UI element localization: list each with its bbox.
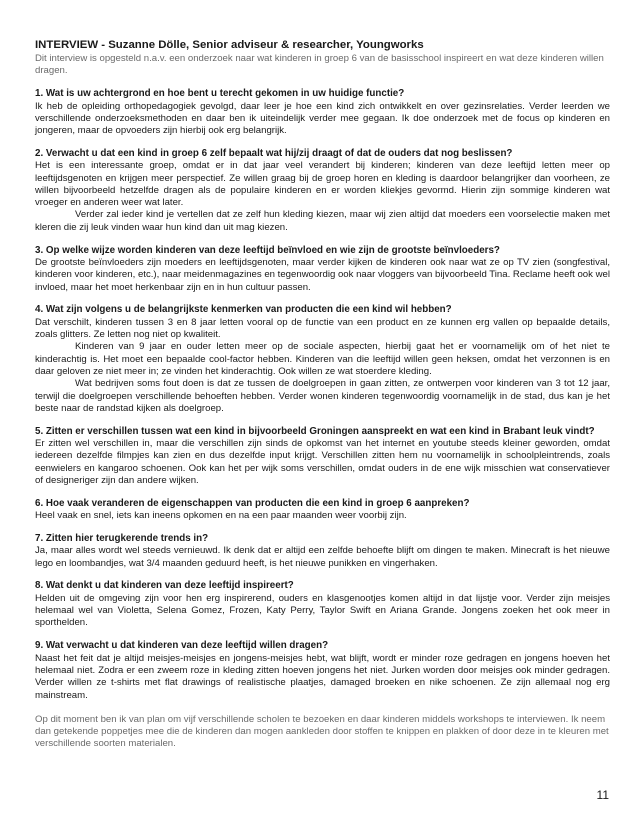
page-title: INTERVIEW - Suzanne Dölle, Senior adviseur & researcher, Youngworks xyxy=(35,39,424,51)
answer-4-paragraph-3: Wat bedrijven soms fout doen is dat ze tussen de doelgroepen in gaan zitten, ze ontwerpen voor kinderen van 3 tot 12 jaar, terwijl die doelgroepen verschillende behoeften hebben. Verder wonen kinderen tegenwoordig voornamelijk in de stad, dus kan je het beste naar de randstad kijken als doelgroep. xyxy=(35,378,610,414)
question-6: 6. Hoe vaak veranderen de eigenschappen van producten die een kind in groep 6 aanpreken? xyxy=(35,497,470,509)
question-5: 5. Zitten er verschillen tussen wat een kind in bijvoorbeeld Groningen aanspreekt en wat een kind in Brabant leuk vindt? xyxy=(35,425,595,437)
answer-1: Ik heb de opleiding orthopedagogiek gevolgd, daar leer je hoe een kind zich ontwikkelt en over gezinsrelaties. Verder leerden we verschillende onderzoeksmethoden en daar ben ik uiteindelijk verder mee gegaan. Ik doe onderzoek met de focus op kinderen en jongeren, maar de opvoeders zijn hierbij ook erg belangrijk. xyxy=(35,100,610,137)
qa-item-3 xyxy=(35,245,610,294)
question-1: 1. Wat is uw achtergrond en hoe bent u terecht gekomen in uw huidige functie? xyxy=(35,88,405,100)
question-8: 8. Wat denkt u dat kinderen van deze leeftijd inspireert? xyxy=(35,580,294,592)
question-7: 7. Zitten hier terugkerende trends in? xyxy=(35,532,209,544)
answer-6: Heel vaak en snel, iets kan ineens opkomen en na een paar maanden weer voorbij zijn. xyxy=(35,510,407,522)
answer-9: Naast het feit dat je altijd meisjes-meisjes en jongens-meisjes hebt, wat blijft, wordt er minder roze gedragen en jongens hoeven het helemaal niet. Zodra er een zweem roze in kleding zitten hoeven jongens het niet. Jurken worden door meisjes ook minder gedragen. Verder willen ze t-shirts met flat drawings of realistische plaatjes, damaged broeken en nike schoenen. Ze zijn allemaal nog erg mainstream. xyxy=(35,652,610,701)
interview-page xyxy=(35,38,610,751)
answer-2-paragraph-1: Het is een interessante groep, omdat er in dat jaar veel verandert bij kinderen; kinderen van deze leeftijd letten meer op leeftijdsgenoten en krijgen meer perspectief. Ze willen graag bij de groep horen en kleding is daardoor belangrijker dan voorheen, ze willen bijvoorbeeld hetzelfde dragen als de populaire kinderen en er worden kliekjes gevormd. Hierin zijn sommige kinderen wat vroeger en anderen weer wat later. xyxy=(35,160,610,209)
question-3: 3. Op welke wijze worden kinderen van deze leeftijd beïnvloed en wie zijn de grootste beïnvloeders? xyxy=(35,244,500,256)
qa-item-1 xyxy=(35,88,610,137)
qa-item-7 xyxy=(35,533,610,570)
question-9: 9. Wat verwacht u dat kinderen van deze leeftijd willen dragen? xyxy=(35,640,329,652)
answer-5: Er zitten wel verschillen in, maar die verschillen zijn sinds de opkomst van het internet en youtube steeds kleiner geworden, omdat iedereen dezelfde filmpjes kan zien en dus dezelfde input krijgt. Verschillen zitten hem nu voornamelijk in schoolpleintrends, zoals eenwielers en kangaroo schoenen. Ook kan het per wijk soms verschillen, omdat ouders in de ene wijk misschien wat conservatiever of designeriger zijn dan andere wijken. xyxy=(35,438,610,486)
answer-8: Helden uit de omgeving zijn voor hen erg inspirerend, ouders en klasgenootjes komen altijd in dat lijstje voor. Verder zijn meisjes helemaal wel van Violetta, Selena Gomez, Frozen, Katy Perry, Taylor Swift en Ariana Grande. Jongens zoeken het ook meer in sporthelden. xyxy=(35,592,610,629)
page-number: 11 xyxy=(596,788,609,802)
qa-item-4 xyxy=(35,304,610,415)
question-2: 2. Verwacht u dat een kind in groep 6 zelf bepaalt wat hij/zij draagt of dat de ouders dat nog beslissen? xyxy=(35,147,513,159)
qa-item-5 xyxy=(35,426,610,488)
answer-3: De grootste beïnvloeders zijn moeders en leeftijdsgenoten, maar verder kijken de kinderen ook naar wat ze op TV zien (songfestival, kinderen voor kinderen, etc.), naar meidenmagazines en tegenwoordig ook naar vloggers van bijvoorbeeld Tina. Reclame heeft ook wel invloed, maar het moet herkenbaar zijn en in hun cultuur passen. xyxy=(35,256,610,293)
closing-note: Op dit moment ben ik van plan om vijf verschillende scholen te bezoeken en daar kinderen middels workshops te interviewen. Ik neem dan getekende poppetjes mee die de kinderen dan mogen aankleden door stoffen te knippen en plakken of door deze in te kleuren met verschillende soorten materialen. xyxy=(35,713,609,750)
answer-7: Ja, maar alles wordt wel steeds vernieuwd. Ik denk dat er altijd een zelfde behoefte blijft om dingen te maken. Minecraft is het nieuwe lego en loombandjes, wat 3/4 maanden geduurd heeft, is het nieuwe punikken en vingerhaken. xyxy=(35,545,610,569)
answer-4-paragraph-2: Kinderen van 9 jaar en ouder letten meer op de sociale aspecten, hierbij gaat het er voornamelijk om of het niet te kinderachtig is. Het moet een bepaalde cool-factor hebben. Kinderen van die leeftijd willen geen heksen, omdat het verzonnen is en daar geloven ze niet meer in; ze vinden het kinderachtig. Ook willen ze wat stoerdere kleding. xyxy=(35,341,610,377)
qa-item-6 xyxy=(35,498,610,523)
question-4: 4. Wat zijn volgens u de belangrijkste kenmerken van producten die een kind wil hebben? xyxy=(35,304,452,316)
answer-4-paragraph-1: Dat verschilt, kinderen tussen 3 en 8 jaar letten vooral op de functie van een product en ze kunnen erg vallen op bepaalde details, zoals glitters. Ze letten nog niet op kwaliteit. xyxy=(35,316,610,341)
qa-item-8 xyxy=(35,580,610,629)
intro-text: Dit interview is opgesteld n.a.v. een onderzoek naar wat kinderen in groep 6 van de basisschool inspireert en wat deze kinderen willen dragen. xyxy=(35,53,604,77)
qa-item-2 xyxy=(35,148,610,234)
answer-2-paragraph-2: Verder zal ieder kind je vertellen dat ze zelf hun kleding kiezen, maar wij zien altijd dat moeders een voorselectie maken met kleren die zij leuk vinden waar hun kind dan uit mag kiezen. xyxy=(35,209,610,233)
qa-item-9 xyxy=(35,640,610,702)
